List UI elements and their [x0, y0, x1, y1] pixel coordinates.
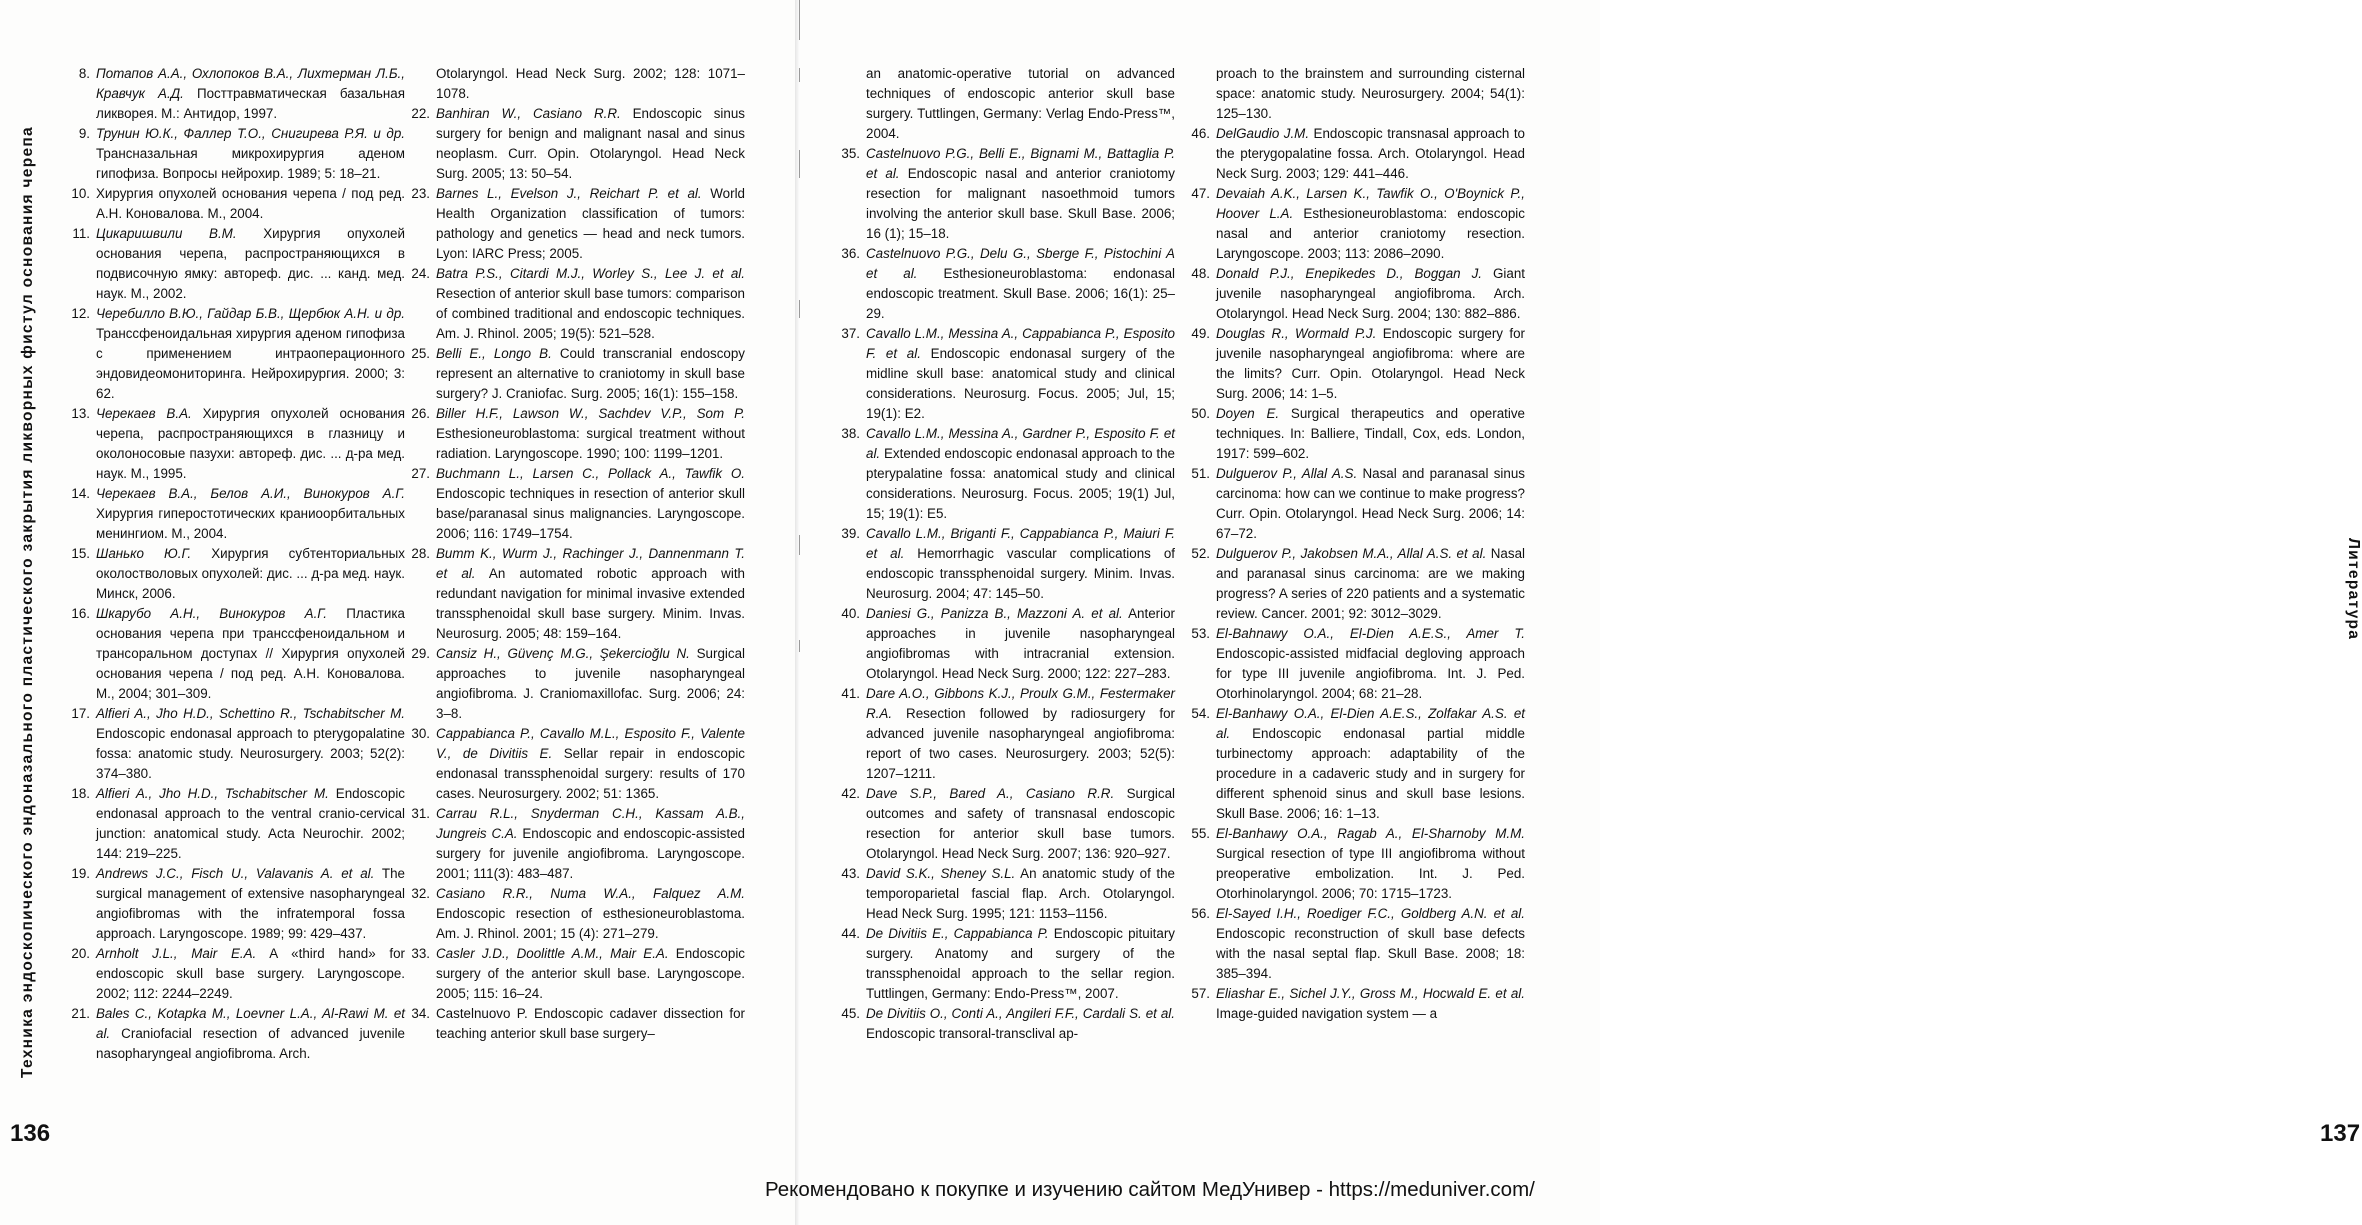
- reference-text: Хирургия опухолей основания черепа, распространяющихся в глазницу и околоносовые пазухи: автореф. дис. ... д-ра мед. наук. М., 1995.: [96, 406, 405, 481]
- reference-text: Endoscopic reconstruction of skull base defects with the nasal septal flap. Skull Base. 2008; 18: 385–394.: [1216, 926, 1525, 981]
- reference-text: Surgical resection of type III angiofibroma without preoperative embolization. Int. J. Ped. Otorhinolaryngol. 2006; 70: 1715–1723.: [1216, 846, 1525, 901]
- reference-text: Resection followed by radiosurgery for advanced juvenile nasopharyngeal angiofibroma: report of two cases. Neurosurgery. 2003; 52(5): 1207–1211.: [866, 706, 1175, 781]
- reference-entry: [60, 484, 405, 544]
- reference-entry: [60, 864, 405, 944]
- reference-authors: Batra P.S., Citardi M.J., Worley S., Lee J. et al.: [436, 266, 745, 281]
- reference-text: Could transcranial endoscopy represent an alternative to craniotomy in skull base surgery? J. Craniofac. Surg. 2005; 16(1): 155–158.: [436, 346, 745, 401]
- reference-number: 30.: [411, 726, 430, 741]
- reference-text: Endoscopic surgery of the anterior skull base. Laryngoscope. 2005; 115: 16–24.: [436, 946, 746, 1001]
- reference-number: 22.: [411, 106, 430, 121]
- reference-text: Resection of anterior skull base tumors: comparison of combined traditional and endoscopic techniques. Am. J. Rhinol. 2005; 19(5): 521–528.: [436, 286, 745, 341]
- reference-entry: [1180, 264, 1525, 324]
- reference-entry: [830, 244, 1175, 324]
- reference-authors: Dulguerov P., Jakobsen M.A., Allal A.S. et al.: [1216, 546, 1487, 561]
- reference-number: 15.: [71, 546, 90, 561]
- reference-entry: [1180, 464, 1525, 544]
- reference-authors: Черекаев В.А., Белов А.И., Винокуров А.Г.: [96, 486, 405, 501]
- reference-number: 23.: [411, 186, 430, 201]
- reference-text: Endoscopic nasal and anterior craniotomy resection for malignant nasoethmoid tumors involving the anterior skull base. Skull Base. 2006; 16 (1); 15–18.: [866, 166, 1175, 241]
- footer-recommendation: Рекомендовано к покупке и изучению сайтом МедУнивер - https://meduniver.com/: [765, 1178, 1535, 1201]
- reference-authors: Шанько Ю.Г.: [96, 546, 192, 561]
- reference-entry: [400, 1004, 745, 1044]
- reference-entry: [60, 604, 405, 704]
- reference-text: proach to the brainstem and surrounding cisternal space: anatomic study. Neurosurgery. 2004; 54(1): 125–130.: [1216, 66, 1525, 121]
- reference-text: Surgical outcomes and safety of transnasal endoscopic resection for anterior skull base tumors. Otolaryngol. Head Neck Surg. 2007; 136: 920–927.: [866, 786, 1175, 861]
- reference-authors: Alfieri A., Jho H.D., Schettino R., Tschabitscher M.: [96, 706, 405, 721]
- reference-column-4: [1180, 64, 1525, 1024]
- reference-text: Endoscopic-assisted midfacial degloving approach for type III juvenile angiofibroma. Int. J. Ped. Otorhinolaryngol. 2004; 68: 21–28.: [1216, 646, 1525, 701]
- reference-number: 8.: [78, 66, 90, 81]
- reference-text: Esthesioneuroblastoma: endoscopic nasal and anterior craniotomy resection. Laryngoscope. 2003; 113: 2086–2090.: [1216, 206, 1525, 261]
- reference-number: 53.: [1191, 626, 1210, 641]
- reference-entry: [60, 64, 405, 124]
- reference-text: Hemorrhagic vascular complications of endoscopic transsphenoidal surgery. Minim. Invas. Neurosurg. 2004; 47: 145–50.: [866, 546, 1176, 601]
- reference-entry: [60, 404, 405, 484]
- reference-column-2: [400, 64, 745, 1044]
- reference-number: 54.: [1191, 706, 1210, 721]
- reference-number: 57.: [1191, 986, 1210, 1001]
- reference-number: 12.: [71, 306, 90, 321]
- right-page-number: 137: [2320, 1120, 2361, 1147]
- reference-text: Esthesioneuroblastoma: surgical treatment without radiation. Laryngoscope. 1990; 100: 1199–1201.: [436, 426, 745, 461]
- reference-text: Esthesioneuroblastoma: endonasal endoscopic treatment. Skull Base. 2006; 16(1): 25–29.: [866, 266, 1176, 321]
- reference-authors: Buchmann L., Larsen C., Pollack A., Tawfik O.: [436, 466, 745, 481]
- reference-authors: Черебилло В.Ю., Гайдар Б.В., Щербюк А.Н. и др.: [96, 306, 405, 321]
- reference-number: 44.: [841, 926, 860, 941]
- reference-text: A «third hand» for endoscopic skull base surgery. Laryngoscope. 2002; 112: 2244–2249.: [96, 946, 405, 1001]
- reference-authors: David S.K., Sheney S.L.: [866, 866, 1016, 881]
- reference-text: Endoscopic transnasal approach to the pterygopalatine fossa. Arch. Otolaryngol. Head Neck Surg. 2003; 129: 441–446.: [1216, 126, 1525, 181]
- reference-entry: [60, 544, 405, 604]
- reference-number: 41.: [841, 686, 860, 701]
- left-running-title: Техника эндоскопического эндоназального пластического закрытия ликворных фистул основания черепа: [19, 126, 36, 1078]
- reference-entry: [1180, 324, 1525, 404]
- reference-text: Nasal and paranasal sinus carcinoma: how can we continue to make progress? Curr. Opin. Otolaryngol. Head Neck Surg. 2006; 14: 67–72.: [1216, 466, 1525, 541]
- reference-authors: Casler J.D., Doolittle A.M., Mair E.A.: [436, 946, 669, 961]
- reference-number: 32.: [411, 886, 430, 901]
- reference-entry: [400, 724, 745, 804]
- reference-number: 48.: [1191, 266, 1210, 281]
- reference-number: 47.: [1191, 186, 1210, 201]
- reference-entry: [400, 644, 745, 724]
- reference-entry: [830, 864, 1175, 924]
- reference-authors: Bumm K., Wurm J., Rachinger J., Dannenmann T. et al.: [436, 546, 745, 581]
- reference-number: 36.: [841, 246, 860, 261]
- reference-number: 37.: [841, 326, 860, 341]
- reference-text: Surgical approaches to juvenile nasopharyngeal angiofibroma. J. Craniomaxillofac. Surg. 2006; 24: 3–8.: [436, 646, 745, 721]
- reference-text: Транссфеноидальная хирургия аденом гипофиза с применением интраоперационного эндовидеомониторинга. Нейрохирургия. 2000; 3: 62.: [96, 326, 405, 401]
- reference-column-1: [60, 64, 405, 1064]
- reference-number: 20.: [71, 946, 90, 961]
- reference-authors: Donald P.J., Enepikedes D., Boggan J.: [1216, 266, 1483, 281]
- reference-authors: Doyen E.: [1216, 406, 1280, 421]
- reference-entry: [830, 1004, 1175, 1044]
- reference-entry: [400, 804, 745, 884]
- reference-text: Трансназальная микрохирургия аденом гипофиза. Вопросы нейрохир. 1989; 5: 18–21.: [96, 146, 405, 181]
- reference-number: 45.: [841, 1006, 860, 1021]
- left-page-number: 136: [10, 1120, 51, 1147]
- reference-number: 46.: [1191, 126, 1210, 141]
- reference-entry: [400, 264, 745, 344]
- reference-number: 27.: [411, 466, 430, 481]
- reference-entry: [400, 64, 745, 104]
- left-page: [0, 0, 795, 1225]
- reference-number: 43.: [841, 866, 860, 881]
- reference-number: 9.: [78, 126, 90, 141]
- reference-entry: [1180, 704, 1525, 824]
- reference-text: Хирургия опухолей основания черепа / под ред. А.Н. Коновалова. М., 2004.: [96, 186, 405, 221]
- reference-number: 19.: [71, 866, 90, 881]
- reference-authors: El-Banhawy O.A., El-Dien A.E.S., Zolfakar A.S. et al.: [1216, 706, 1525, 741]
- reference-authors: Castelnuovo P.G., Delu G., Sberge F., Pistochini A et al.: [866, 246, 1175, 281]
- reference-text: Endoscopic endonasal surgery of the midline skull base: anatomical study and clinical considerations. Neurosurg. Focus. 2005; Jul, 15; 19(1): E2.: [866, 346, 1175, 421]
- reference-entry: [60, 1004, 405, 1064]
- reference-authors: Banhiran W., Casiano R.R.: [436, 106, 621, 121]
- right-page: [800, 0, 2362, 1225]
- reference-number: 39.: [841, 526, 860, 541]
- reference-entry: [400, 404, 745, 464]
- reference-entry: [830, 684, 1175, 784]
- reference-text: The surgical management of extensive nasopharyngeal angiofibromas with the infratemporal fossa approach. Laryngoscope. 1989; 99: 429–437.: [96, 866, 405, 941]
- reference-authors: Cavallo L.M., Briganti F., Cappabianca P., Maiuri F. et al.: [866, 526, 1175, 561]
- reference-authors: De Divitiis E., Cappabianca P.: [866, 926, 1049, 941]
- reference-text: Пластика основания черепа при транссфеноидальном и трансоральном доступах // Хирургия опухолей основания черепа / под ред. А.Н. Коновалова. М., 2004; 301–309.: [96, 606, 406, 701]
- reference-entry: [60, 184, 405, 224]
- reference-authors: Belli E., Longo B.: [436, 346, 552, 361]
- reference-number: 28.: [411, 546, 430, 561]
- reference-text: an anatomic-operative tutorial on advanced techniques of endoscopic anterior skull base surgery. Tuttlingen, Germany: Verlag Endo-Press™, 2004.: [866, 66, 1175, 141]
- reference-text: Extended endoscopic endonasal approach to the pterypalatine fossa: anatomical study and clinical considerations. Neurosurg. Focus. 2005; 19(1) Jul, 15; 19(1): E5.: [866, 446, 1175, 521]
- reference-number: 17.: [71, 706, 90, 721]
- reference-text: Anterior approaches in juvenile nasopharyngeal angiofibromas with intracranial extension. Otolaryngol. Head Neck Surg. 2000; 122: 227–283.: [866, 606, 1175, 681]
- reference-number: 51.: [1191, 466, 1210, 481]
- reference-authors: Потапов А.А., Охлопоков В.А., Лихтерман Л.Б., Кравчук А.Д.: [96, 66, 405, 101]
- reference-entry: [400, 544, 745, 644]
- reference-entry: [400, 464, 745, 544]
- reference-authors: Cansiz H., Güvenç M.G., Şekercioğlu N.: [436, 646, 690, 661]
- reference-number: 50.: [1191, 406, 1210, 421]
- reference-entry: [60, 944, 405, 1004]
- reference-text: Endoscopic endonasal partial middle turbinectomy approach: adaptability of the procedure in a cadaveric study and in surgery for different sphenoid sinus and skull base lesions. Skull Base. 2006; 16: 1–13.: [1216, 726, 1525, 821]
- reference-entry: [1180, 124, 1525, 184]
- reference-number: 13.: [71, 406, 90, 421]
- right-running-title: Литература: [2345, 538, 2362, 641]
- reference-authors: Трунин Ю.К., Фаллер Т.О., Снигирева Р.Я. и др.: [96, 126, 405, 141]
- reference-entry: [400, 344, 745, 404]
- reference-entry: [830, 784, 1175, 864]
- reference-authors: Daniesi G., Panizza B., Mazzoni A. et al.: [866, 606, 1123, 621]
- reference-text: Castelnuovo P. Endoscopic cadaver dissection for teaching anterior skull base surgery–: [436, 1006, 745, 1041]
- reference-authors: Alfieri A., Jho H.D., Tschabitscher M.: [96, 786, 329, 801]
- reference-number: 25.: [411, 346, 430, 361]
- reference-number: 49.: [1191, 326, 1210, 341]
- reference-text: Endoscopic sinus surgery for benign and malignant nasal and sinus neoplasm. Curr. Opin. Otolaryngol. Head Neck Surg. 2005; 13: 50–54.: [436, 106, 745, 181]
- reference-text: Nasal and paranasal sinus carcinoma: are we making progress? A series of 220 patients and a systematic review. Cancer. 2001; 92: 3012–3029.: [1216, 546, 1525, 621]
- reference-text: Endoscopic endonasal approach to the ventral cranio-cervical junction: anatomical study. Acta Neurochir. 2002; 144: 219–225.: [96, 786, 405, 861]
- reference-text: Посттравматическая базальная ликворея. М.: Антидор, 1997.: [96, 86, 405, 121]
- reference-column-3: [830, 64, 1175, 1044]
- reference-entry: [830, 324, 1175, 424]
- reference-authors: El-Sayed I.H., Roediger F.C., Goldberg A.N. et al.: [1216, 906, 1525, 921]
- reference-authors: Cappabianca P., Cavallo M.L., Esposito F., Valente V., de Divitiis E.: [436, 726, 745, 761]
- reference-text: Хирургия опухолей основания черепа, распространяющихся в подвисочную ямку: автореф. дис. ... канд. мед. наук. М., 2002.: [96, 226, 405, 301]
- reference-number: 55.: [1191, 826, 1210, 841]
- reference-authors: Arnholt J.L., Mair E.A.: [96, 946, 257, 961]
- reference-entry: [60, 784, 405, 864]
- reference-text: Endoscopic techniques in resection of anterior skull base/paranasal sinus malignancies. Laryngoscope. 2006; 116: 1749–1754.: [436, 486, 745, 541]
- reference-entry: [1180, 64, 1525, 124]
- reference-text: An anatomic study of the temporoparietal fascial flap. Arch. Otolaryngol. Head Neck Surg. 1995; 121: 1153–1156.: [866, 866, 1175, 921]
- reference-entry: [400, 184, 745, 264]
- reference-entry: [830, 604, 1175, 684]
- reference-entry: [400, 104, 745, 184]
- reference-entry: [60, 704, 405, 784]
- reference-number: 21.: [71, 1006, 90, 1021]
- reference-number: 24.: [411, 266, 430, 281]
- reference-authors: Casiano R.R., Numa W.A., Falquez A.M.: [436, 886, 745, 901]
- reference-authors: Andrews J.C., Fisch U., Valavanis A. et al.: [96, 866, 375, 881]
- reference-text: Endoscopic transoral-transclival ap-: [866, 1026, 1079, 1041]
- reference-entry: [830, 924, 1175, 1004]
- reference-number: 29.: [411, 646, 430, 661]
- reference-entry: [60, 304, 405, 404]
- reference-text: Image-guided navigation system — a: [1216, 1006, 1438, 1021]
- reference-text: Endoscopic endonasal approach to pterygopalatine fossa: anatomic study. Neurosurgery. 2003; 52(2): 374–380.: [96, 726, 405, 781]
- reference-entry: [1180, 824, 1525, 904]
- reference-text: Giant juvenile nasopharyngeal angiofibroma. Arch. Otolaryngol. Head Neck Surg. 2004; 130: 882–886.: [1216, 266, 1525, 321]
- reference-number: 40.: [841, 606, 860, 621]
- reference-entry: [60, 124, 405, 184]
- reference-text: Otolaryngol. Head Neck Surg. 2002; 128: 1071–1078.: [436, 66, 745, 101]
- reference-text: Endoscopic surgery for juvenile nasopharyngeal angiofibroma: where are the limits? Curr. Opin. Otolaryngol. Head Neck Surg. 2006; 14: 1–5.: [1216, 326, 1526, 401]
- reference-authors: Cavallo L.M., Messina A., Gardner P., Esposito F. et al.: [866, 426, 1175, 461]
- reference-authors: Шкарубо А.Н., Винокуров А.Г.: [96, 606, 327, 621]
- reference-number: 14.: [71, 486, 90, 501]
- reference-authors: Bales C., Kotapka M., Loevner L.A., Al-Rawi M. et al.: [96, 1006, 405, 1041]
- reference-entry: [830, 424, 1175, 524]
- reference-text: Хирургия гиперостотических краниоорбитальных менингиом. М., 2004.: [96, 506, 405, 541]
- reference-number: 18.: [71, 786, 90, 801]
- reference-authors: Carrau R.L., Snyderman C.H., Kassam A.B., Jungreis C.A.: [436, 806, 745, 841]
- reference-entry: [830, 64, 1175, 144]
- reference-text: Хирургия субтенториальных околостволовых опухолей: дис. ... д-ра мед. наук. Минск, 2006.: [96, 546, 406, 601]
- reference-text: Surgical therapeutics and operative techniques. In: Balliere, Tindall, Cox, eds. London, 1917: 599–602.: [1216, 406, 1525, 461]
- reference-text: Endoscopic resection of esthesioneuroblastoma. Am. J. Rhinol. 2001; 15 (4): 271–279.: [436, 906, 745, 941]
- reference-entry: [1180, 184, 1525, 264]
- reference-number: 42.: [841, 786, 860, 801]
- reference-authors: Черекаев В.А.: [96, 406, 192, 421]
- reference-text: An automated robotic approach with redundant navigation for minimal invasive extended transsphenoidal skull base surgery. Minim. Invas. Neurosurg. 2005; 48: 159–164.: [436, 566, 745, 641]
- reference-entry: [400, 884, 745, 944]
- reference-entry: [60, 224, 405, 304]
- reference-number: 52.: [1191, 546, 1210, 561]
- reference-authors: Devaiah A.K., Larsen K., Tawfik O., O'Boynick P., Hoover L.A.: [1216, 186, 1525, 221]
- reference-entry: [1180, 984, 1525, 1024]
- reference-number: 33.: [411, 946, 430, 961]
- reference-entry: [400, 944, 745, 1004]
- reference-number: 11.: [72, 226, 90, 241]
- reference-authors: De Divitiis O., Conti A., Angileri F.F., Cardali S. et al.: [866, 1006, 1175, 1021]
- reference-authors: Dave S.P., Bared A., Casiano R.R.: [866, 786, 1115, 801]
- reference-text: World Health Organization classification of tumors: pathology and genetics — head and neck tumors. Lyon: IARC Press; 2005.: [436, 186, 746, 261]
- reference-entry: [1180, 544, 1525, 624]
- reference-entry: [1180, 404, 1525, 464]
- reference-number: 35.: [841, 146, 860, 161]
- reference-entry: [830, 524, 1175, 604]
- reference-text: Craniofacial resection of advanced juvenile nasopharyngeal angiofibroma. Arch.: [96, 1026, 405, 1061]
- reference-entry: [1180, 624, 1525, 704]
- reference-number: 26.: [411, 406, 430, 421]
- reference-authors: Dare A.O., Gibbons K.J., Proulx G.M., Festermaker R.A.: [866, 686, 1175, 721]
- reference-authors: El-Banhawy O.A., Ragab A., El-Sharnoby M.M.: [1216, 826, 1525, 841]
- reference-authors: Цикаришвили В.М.: [96, 226, 237, 241]
- reference-authors: Castelnuovo P.G., Belli E., Bignami M., Battaglia P. et al.: [866, 146, 1175, 181]
- reference-number: 31.: [411, 806, 430, 821]
- reference-number: 10.: [71, 186, 90, 201]
- reference-number: 56.: [1191, 906, 1210, 921]
- reference-text: Endoscopic and endoscopic-assisted surgery for juvenile angiofibroma. Laryngoscope. 2001; 111(3): 483–487.: [436, 826, 745, 881]
- reference-entry: [1180, 904, 1525, 984]
- reference-authors: Eliashar E., Sichel J.Y., Gross M., Hocwald E. et al.: [1216, 986, 1525, 1001]
- reference-authors: El-Bahnawy O.A., El-Dien A.E.S., Amer T.: [1216, 626, 1525, 641]
- reference-authors: DelGaudio J.M.: [1216, 126, 1310, 141]
- reference-text: Endoscopic pituitary surgery. Anatomy and surgery of the transsphenoidal approach to the sellar region. Tuttlingen, Germany: Endo-Press™, 2007.: [866, 926, 1175, 1001]
- reference-number: 38.: [841, 426, 860, 441]
- reference-text: Sellar repair in endoscopic endonasal transsphenoidal surgery: results of 170 cases. Neurosurgery. 2002; 51: 1365.: [436, 746, 745, 801]
- reference-authors: Barnes L., Evelson J., Reichart P. et al.: [436, 186, 702, 201]
- reference-authors: Dulguerov P., Allal A.S.: [1216, 466, 1358, 481]
- reference-entry: [830, 144, 1175, 244]
- reference-authors: Biller H.F., Lawson W., Sachdev V.P., Som P.: [436, 406, 745, 421]
- reference-authors: Douglas R., Wormald P.J.: [1216, 326, 1377, 341]
- reference-number: 16.: [71, 606, 90, 621]
- reference-number: 34.: [411, 1006, 430, 1021]
- reference-authors: Cavallo L.M., Messina A., Cappabianca P., Esposito F. et al.: [866, 326, 1175, 361]
